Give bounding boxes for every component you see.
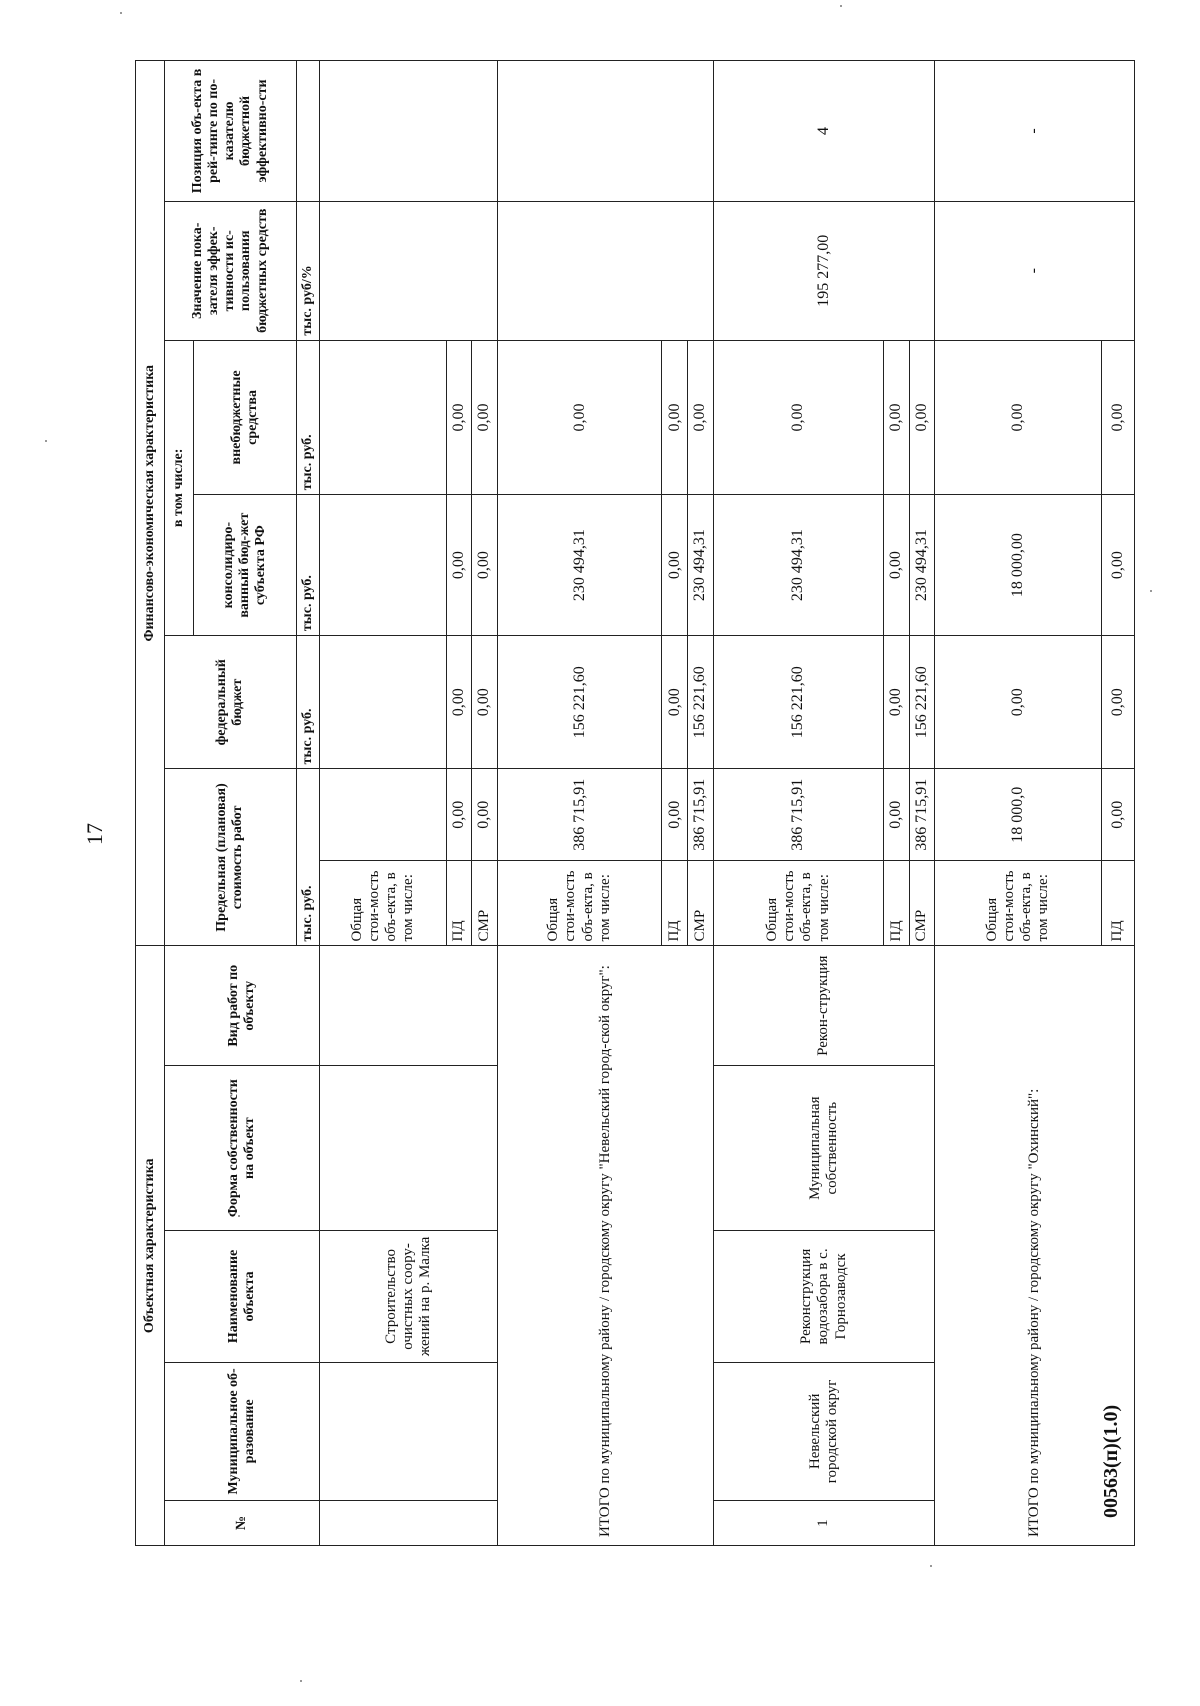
table-row	[497, 61, 662, 1546]
row-1-pd-label: ПД	[883, 861, 909, 946]
scan-speck	[300, 1680, 302, 1682]
itogo-nevelsk-total-cost: 386 715,91	[497, 769, 662, 861]
row-1-total-cost: 386 715,91	[713, 769, 883, 861]
col-municipality: Муниципальное об-разование	[164, 1362, 320, 1501]
row-1-ownership: Муниципальная собственность	[713, 1065, 934, 1230]
row-1-total-consolidated: 230 494,31	[713, 495, 883, 636]
itogo-nevelsk-smr-offbudget: 0,00	[688, 340, 714, 495]
itogo-okha-pd-offbudget: 0,00	[1101, 340, 1134, 495]
unit-federal: тыс. руб.	[297, 636, 320, 769]
row-a-total-federal	[320, 636, 446, 769]
group-finance-characteristic: Финансово-экономическая характеристика	[136, 61, 165, 946]
row-a-municipality	[320, 1362, 497, 1501]
itogo-okha-total-consolidated: 18 000,00	[935, 495, 1102, 636]
itogo-nevelsk-smr-cost: 386 715,91	[688, 769, 714, 861]
row-1-smr-federal: 156 221,60	[909, 636, 935, 769]
scan-speck	[840, 5, 842, 7]
table-row	[713, 61, 883, 1546]
scan-speck	[120, 12, 122, 14]
itogo-okha-total-label: Общая стои-мость объ-екта, в том числе:	[935, 861, 1102, 946]
row-a-smr-offbudget: 0,00	[472, 340, 498, 495]
row-1-smr-offbudget: 0,00	[909, 340, 935, 495]
col-federal-budget: федеральный бюджет	[164, 636, 297, 769]
col-efficiency: Значение пока-зателя эффек-тивности ис-пользования бюджетных средств	[164, 201, 297, 340]
table-row	[935, 61, 1102, 1546]
row-a-total-offbudget	[320, 340, 446, 495]
itogo-nevelsk-smr-label: СМР	[688, 861, 714, 946]
row-1-pd-offbudget: 0,00	[883, 340, 909, 495]
header-row	[164, 61, 194, 1546]
col-including: в том числе:	[164, 340, 194, 635]
financial-characteristics-table	[135, 60, 1135, 1546]
itogo-nevelsk-rating	[497, 61, 713, 202]
itogo-okha-pd-consolidated: 0,00	[1101, 495, 1134, 636]
row-a-smr-label: СМР	[472, 861, 498, 946]
unit-rating-empty	[297, 61, 320, 202]
itogo-okha-total-federal: 0,00	[935, 636, 1102, 769]
itogo-nevelsk-label: ИТОГО по муниципальному району / городскому округу "Невельский город-ской округ":	[497, 946, 713, 1546]
row-1-smr-label: СМР	[909, 861, 935, 946]
row-a-pd-federal: 0,00	[446, 636, 472, 769]
row-a-number	[320, 1501, 497, 1546]
col-cost: Предельная (плановая) стоимость работ	[164, 769, 297, 946]
col-consolidated-budget: консолидиро-ванный бюд-жет субъекта РФ	[194, 495, 297, 636]
row-a-pd-consolidated: 0,00	[446, 495, 472, 636]
row-1-work-type: Рекон-струкция	[713, 946, 934, 1066]
row-1-efficiency: 195 277,00	[713, 201, 934, 340]
row-1-pd-federal: 0,00	[883, 636, 909, 769]
row-a-total-consolidated	[320, 495, 446, 636]
table-row	[320, 61, 446, 1546]
row-1-rating: 4	[713, 61, 934, 202]
row-a-smr-federal: 0,00	[472, 636, 498, 769]
row-a-rating	[320, 61, 497, 202]
itogo-okha-efficiency: -	[935, 201, 1135, 340]
row-a-total-label: Общая стои-мость объ-екта, в том числе:	[320, 861, 446, 946]
itogo-okha-total-offbudget: 0,00	[935, 340, 1102, 495]
document-code: 00563(п)(1.0)	[1100, 1404, 1122, 1518]
row-1-total-federal: 156 221,60	[713, 636, 883, 769]
col-offbudget: внебюджетные средства	[194, 340, 297, 495]
itogo-nevelsk-total-federal: 156 221,60	[497, 636, 662, 769]
itogo-okha-label: ИТОГО по муниципальному району / городскому округу "Охинский":	[935, 946, 1135, 1546]
row-a-smr-cost: 0,00	[472, 769, 498, 861]
scan-speck	[1150, 590, 1152, 592]
row-a-efficiency	[320, 201, 497, 340]
header-group-row	[136, 61, 165, 1546]
col-object-name: Наименование объекта	[164, 1231, 320, 1362]
row-1-object-name: Реконструкция водозабора в с. Горнозаводск	[713, 1231, 934, 1362]
scan-speck	[930, 1565, 932, 1567]
unit-efficiency: тыс. руб/%	[297, 201, 320, 340]
itogo-okha-total-cost: 18 000,0	[935, 769, 1102, 861]
scan-speck	[45, 440, 47, 442]
itogo-nevelsk-pd-offbudget: 0,00	[662, 340, 688, 495]
itogo-okha-rating: -	[935, 61, 1135, 202]
col-work-type: Вид работ по объекту	[164, 946, 320, 1066]
unit-cost: тыс. руб.	[297, 769, 320, 946]
itogo-okha-pd-federal: 0,00	[1101, 636, 1134, 769]
row-1-smr-cost: 386 715,91	[909, 769, 935, 861]
itogo-nevelsk-total-consolidated: 230 494,31	[497, 495, 662, 636]
itogo-nevelsk-pd-label: ПД	[662, 861, 688, 946]
row-a-object-name: Строительство очистных соору-жений на р. Малка	[320, 1231, 497, 1362]
unit-offbudget: тыс. руб.	[297, 340, 320, 495]
itogo-okha-pd-label: ПД	[1101, 861, 1134, 946]
financial-table-container	[135, 60, 1135, 1546]
row-a-pd-label: ПД	[446, 861, 472, 946]
col-ownership: Форма собственности на объект	[164, 1065, 320, 1230]
itogo-nevelsk-smr-consolidated: 230 494,31	[688, 495, 714, 636]
itogo-nevelsk-total-label: Общая стои-мость объ-екта, в том числе:	[497, 861, 662, 946]
itogo-nevelsk-pd-federal: 0,00	[662, 636, 688, 769]
row-a-smr-consolidated: 0,00	[472, 495, 498, 636]
group-object-characteristic: Объектная характеристика	[136, 946, 165, 1546]
itogo-nevelsk-smr-federal: 156 221,60	[688, 636, 714, 769]
row-1-pd-consolidated: 0,00	[883, 495, 909, 636]
itogo-nevelsk-total-offbudget: 0,00	[497, 340, 662, 495]
row-1-total-label: Общая стои-мость объ-екта, в том числе:	[713, 861, 883, 946]
unit-consolidated: тыс. руб.	[297, 495, 320, 636]
row-a-pd-cost: 0,00	[446, 769, 472, 861]
row-1-pd-cost: 0,00	[883, 769, 909, 861]
itogo-nevelsk-efficiency	[497, 201, 713, 340]
itogo-nevelsk-pd-cost: 0,00	[662, 769, 688, 861]
row-a-ownership	[320, 1065, 497, 1230]
itogo-okha-pd-cost: 0,00	[1101, 769, 1134, 861]
col-rating: Позиция объ-екта в рей-тинге по по-казателю бюджетной эффективно-сти	[164, 61, 297, 202]
row-1-municipality: Невельский городской округ	[713, 1362, 934, 1501]
row-1-number: 1	[713, 1501, 934, 1546]
row-1-total-offbudget: 0,00	[713, 340, 883, 495]
row-a-total-cost	[320, 769, 446, 861]
row-a-pd-offbudget: 0,00	[446, 340, 472, 495]
row-a-work-type	[320, 946, 497, 1066]
row-1-smr-consolidated: 230 494,31	[909, 495, 935, 636]
page-number: 17	[82, 823, 107, 845]
col-number: №	[164, 1501, 320, 1546]
itogo-nevelsk-pd-consolidated: 0,00	[662, 495, 688, 636]
